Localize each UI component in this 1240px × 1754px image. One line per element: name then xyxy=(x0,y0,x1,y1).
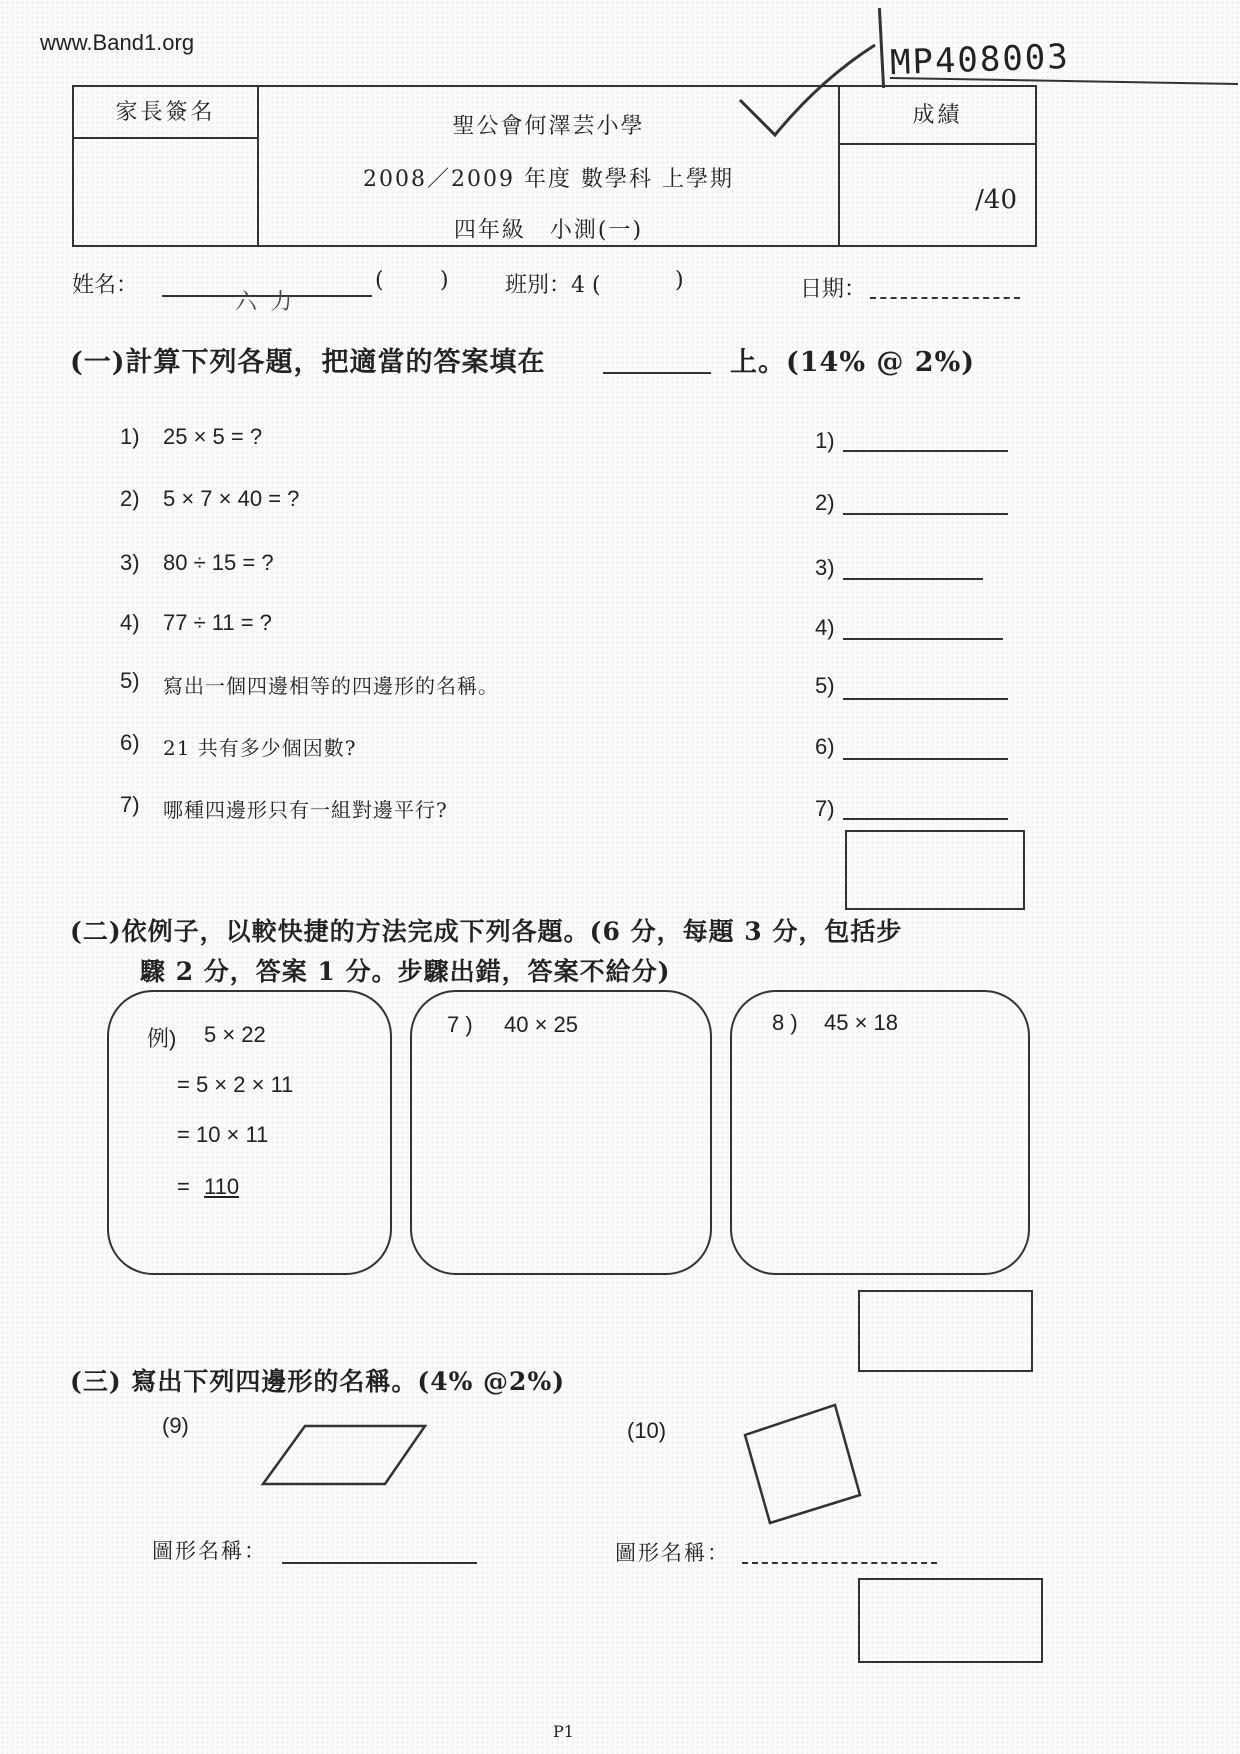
example-label: 例) xyxy=(147,1026,177,1051)
q6-text: 21 共有多少個因數? xyxy=(163,736,357,760)
school-name: 聖公會何澤芸小學 xyxy=(452,114,645,139)
q3-num: 3) xyxy=(120,550,140,575)
q7-work-expr: 40 × 25 xyxy=(504,1012,579,1037)
q7-work-label: 7 ) xyxy=(447,1012,473,1037)
q10-shape-name-label: 圖形名稱： xyxy=(615,1541,730,1565)
q5-text: 寫出一個四邊相等的四邊形的名稱。 xyxy=(163,674,499,698)
q6-num: 6) xyxy=(120,730,140,755)
q8-work-box[interactable] xyxy=(730,990,1030,1275)
example-expr: 5 × 22 xyxy=(204,1022,266,1047)
example-step1: = 5 × 2 × 11 xyxy=(177,1072,294,1097)
paper-code: MP408003 xyxy=(889,36,1071,84)
section2-title-line1: (二)依例子，以較快捷的方法完成下列各題。(6 分，每題 3 分，包括步 xyxy=(70,917,903,946)
q5-num: 5) xyxy=(120,668,140,693)
section1-title-end: 上。(14% @ 2%) xyxy=(730,347,976,378)
q3-ans-label: 3) xyxy=(815,555,835,580)
rotated-square-shape xyxy=(735,1395,865,1525)
example-box xyxy=(107,990,392,1275)
score-total: /40 xyxy=(975,185,1017,215)
q7-ans-label: 7) xyxy=(815,796,835,821)
q4-ans-label: 4) xyxy=(815,615,835,640)
q1-text: 25 × 5 = ? xyxy=(163,424,263,449)
q8-work-expr: 45 × 18 xyxy=(824,1010,899,1035)
q4-ans-line[interactable] xyxy=(843,638,1003,640)
q7-text: 哪種四邊形只有一組對邊平行? xyxy=(163,798,448,822)
q6-ans-line[interactable] xyxy=(843,758,1008,760)
q3-text: 80 ÷ 15 = ? xyxy=(163,550,274,575)
name-value: 六 力 xyxy=(235,290,293,315)
q7-num: 7) xyxy=(120,792,140,817)
q2-ans-label: 2) xyxy=(815,490,835,515)
q10-label: (10) xyxy=(627,1418,667,1443)
q1-num: 1) xyxy=(120,424,140,449)
school-info-cell xyxy=(259,87,838,245)
paren-open: ( xyxy=(375,268,384,293)
score-label: 成績 xyxy=(840,87,1035,145)
q9-shape-name-line[interactable] xyxy=(282,1562,477,1564)
q4-text: 77 ÷ 11 = ? xyxy=(163,610,272,635)
name-label: 姓名： xyxy=(72,273,139,298)
year-subject: 2008／2009 年度 數學科 上學期 xyxy=(363,167,734,192)
class-close: ) xyxy=(675,268,684,293)
parent-sign-cell xyxy=(74,87,259,245)
q8-work-label: 8 ) xyxy=(772,1010,798,1035)
section2-title-line2: 驟 2 分，答案 1 分。步驟出錯，答案不給分) xyxy=(140,957,671,986)
class-label: 班別：4 ( xyxy=(505,273,601,298)
q2-ans-line[interactable] xyxy=(843,513,1008,515)
q7-ans-line[interactable] xyxy=(843,818,1008,820)
grade-test: 四年級 小測(一) xyxy=(453,218,644,243)
q9-shape-name-label: 圖形名稱： xyxy=(152,1539,267,1563)
section3-mark-box xyxy=(858,1578,1043,1663)
score-cell xyxy=(838,87,1035,245)
section3-title: (三) 寫出下列四邊形的名稱。(4% @2%) xyxy=(70,1367,566,1396)
q7-work-box[interactable] xyxy=(410,990,712,1275)
example-eq: = xyxy=(177,1174,190,1199)
parent-sign-label: 家長簽名 xyxy=(74,87,257,139)
section1-mark-box xyxy=(845,830,1025,910)
parallelogram-shape xyxy=(255,1420,435,1490)
section2-mark-box xyxy=(858,1290,1033,1372)
q3-ans-line[interactable] xyxy=(843,578,983,580)
header-table xyxy=(72,85,1037,247)
q1-ans-line[interactable] xyxy=(843,450,1008,452)
q9-label: (9) xyxy=(162,1413,189,1438)
q10-shape-name-line[interactable] xyxy=(742,1562,937,1564)
q4-num: 4) xyxy=(120,610,140,635)
q2-num: 2) xyxy=(120,486,140,511)
watermark: www.Band1.org xyxy=(40,30,195,55)
section1-title: (一)計算下列各題，把適當的答案填在 xyxy=(70,347,546,378)
q2-text: 5 × 7 × 40 = ? xyxy=(163,486,300,511)
q5-ans-line[interactable] xyxy=(843,698,1008,700)
date-label: 日期： xyxy=(800,277,867,302)
section1-blank xyxy=(603,372,711,374)
date-line[interactable] xyxy=(870,297,1020,299)
q6-ans-label: 6) xyxy=(815,734,835,759)
q5-ans-label: 5) xyxy=(815,673,835,698)
paren-close: ) xyxy=(440,268,449,293)
q1-ans-label: 1) xyxy=(815,428,835,453)
example-step2: = 10 × 11 xyxy=(177,1122,269,1147)
example-answer: 110 xyxy=(204,1174,240,1199)
page-number: P1 xyxy=(553,1722,574,1741)
